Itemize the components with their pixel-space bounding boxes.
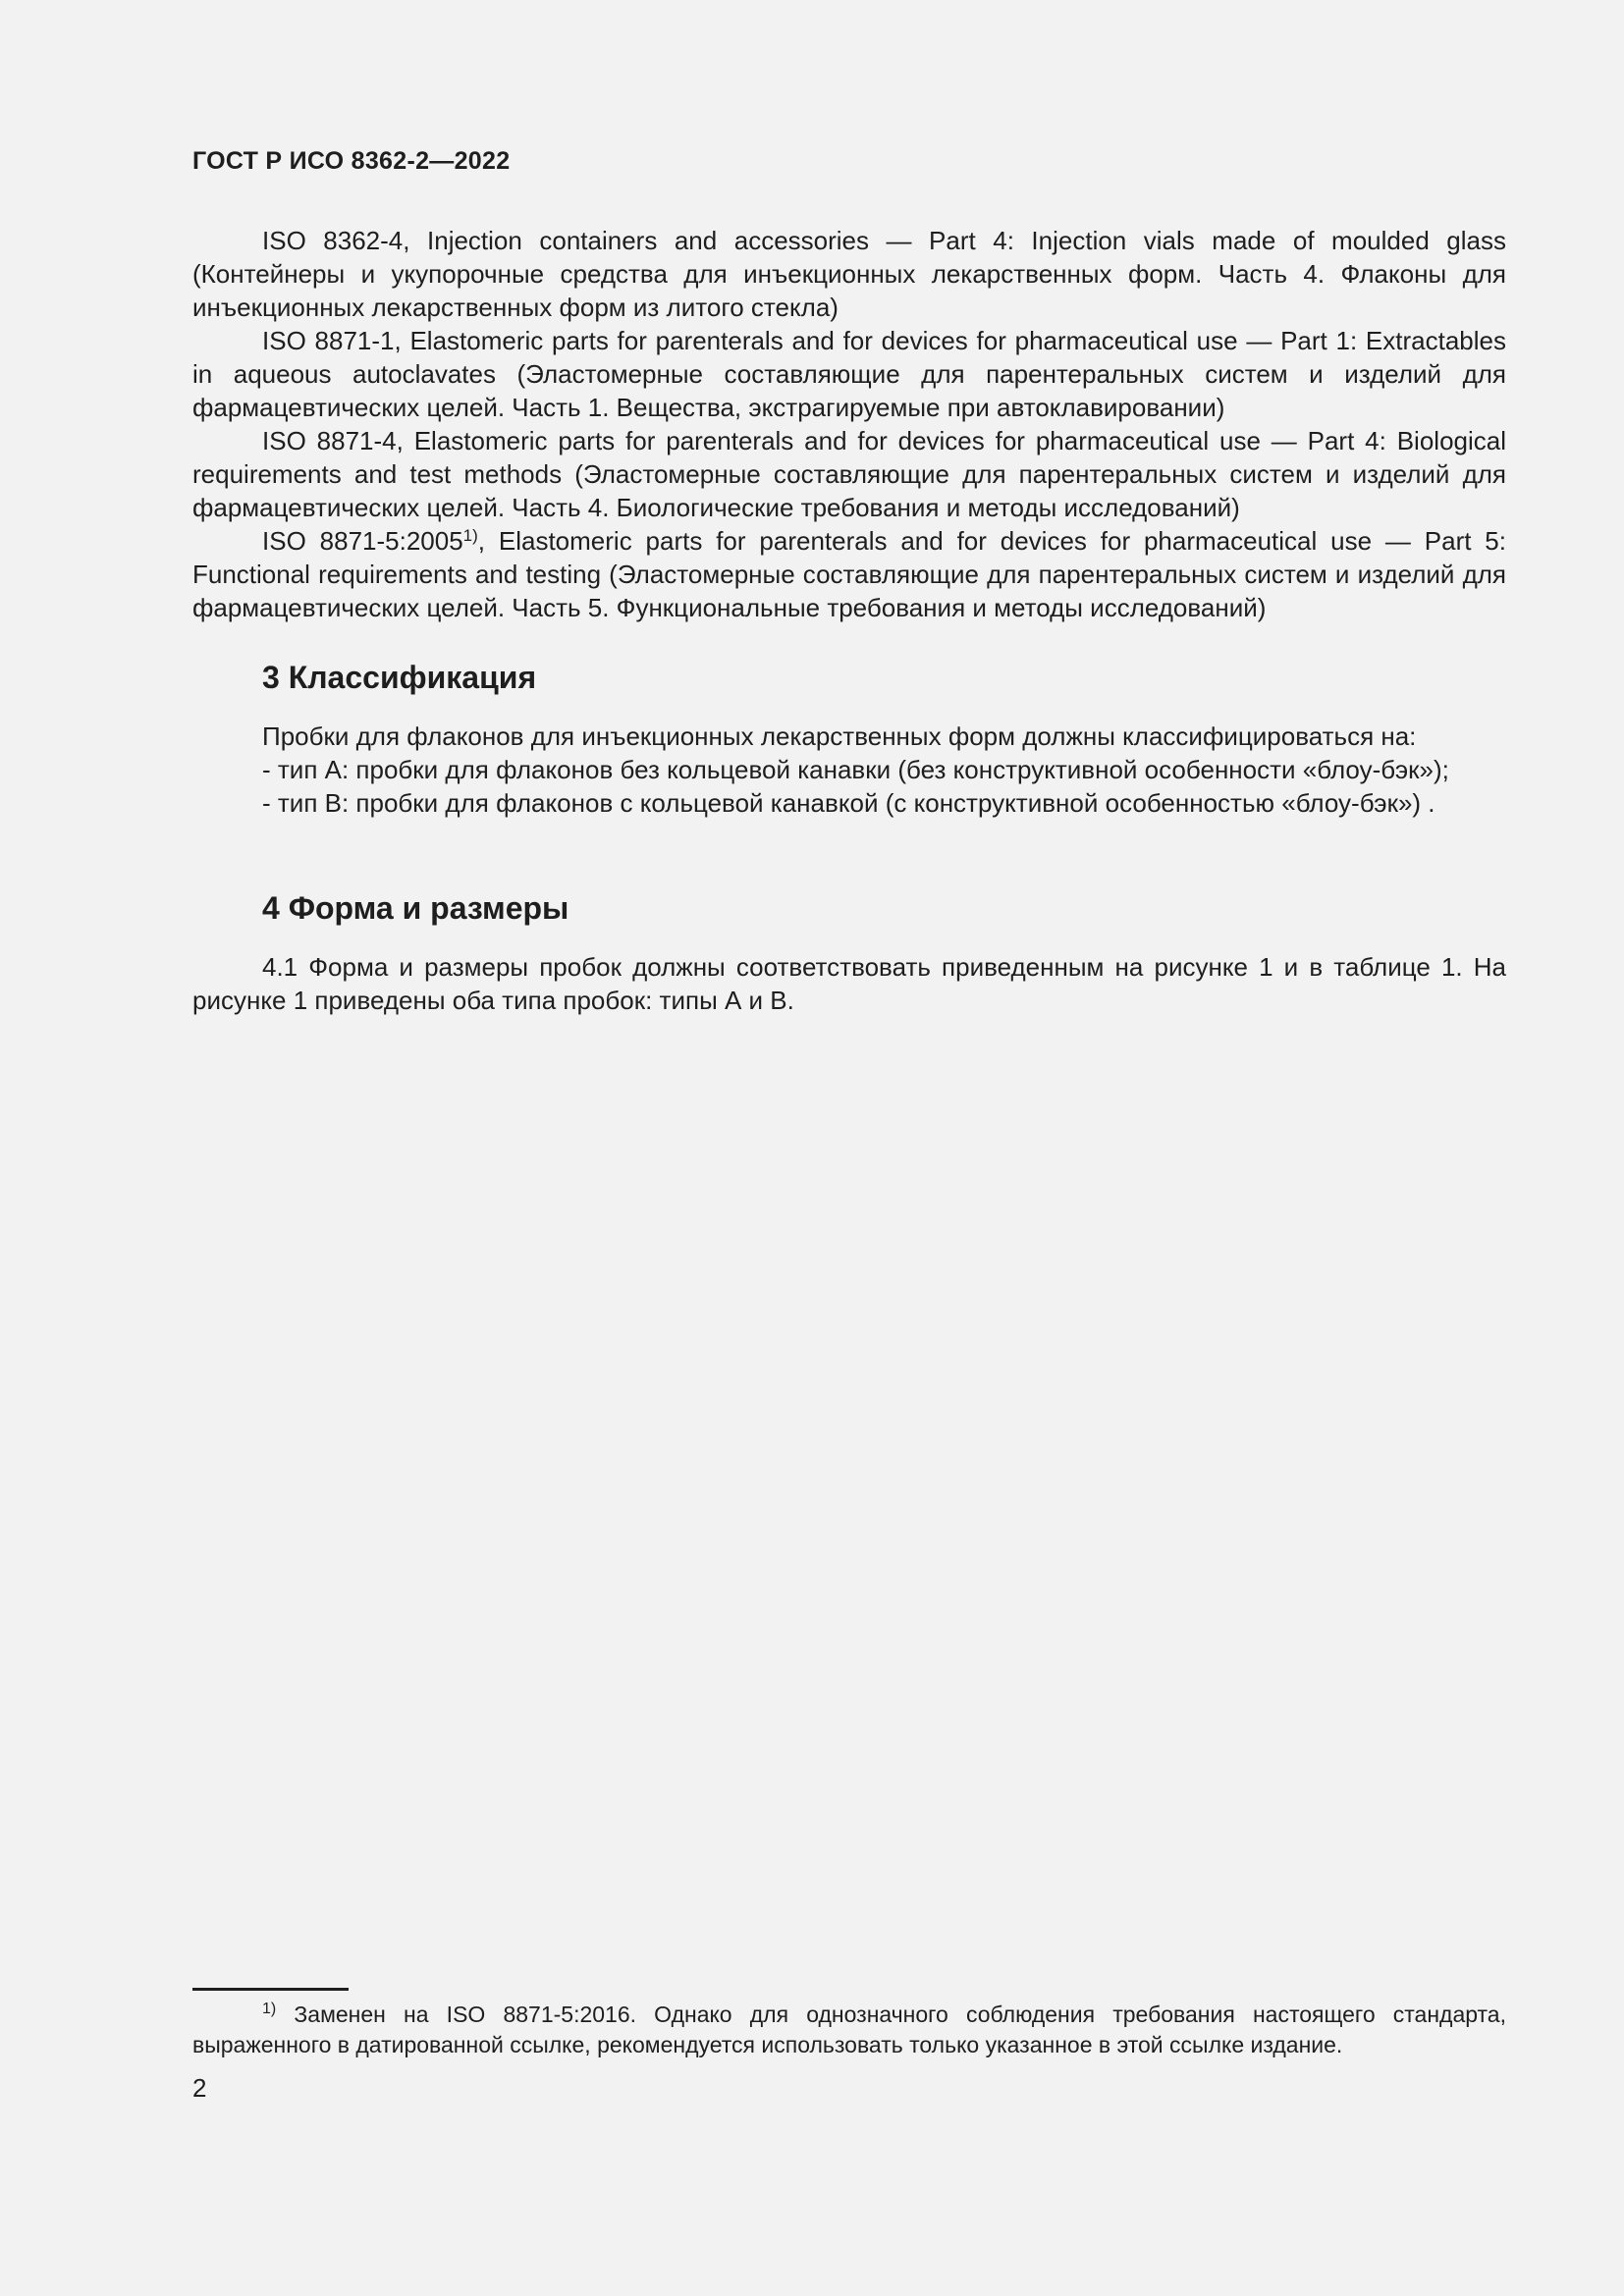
section-body-classification <box>192 720 1506 820</box>
reference-code: ISO 8871-4, <box>262 426 404 455</box>
page-number: 2 <box>192 2073 207 2103</box>
section-body-shape-and-dimensions <box>192 950 1506 1017</box>
normative-references <box>192 224 1506 624</box>
reference-text: Elastomeric parts for parenterals and for devices for pharmaceutical use — Part 4: Biological requirements and test methods (Эластомерные составляющие для парентеральных систем и изделий для фармацевтических целей. Часть 4. Биологические требования и методы исследований) <box>192 426 1506 522</box>
paragraph: Пробки для флаконов для инъекционных лекарственных форм должны классифицироваться на: <box>262 721 1417 751</box>
reference-text: , Elastomeric parts for parenterals and for devices for pharmaceutical use — Part 5: Functional requirements and testing (Эластомерные составляющие для парентеральных систем и изделий для фармацевтических целей. Часть 5. Функциональные требования и методы исследований) <box>192 526 1506 622</box>
document-header: ГОСТ Р ИСО 8362-2—2022 <box>192 147 511 175</box>
paragraph: 4.1 Форма и размеры пробок должны соответствовать приведенным на рисунке 1 и в таблице 1. На рисунке 1 приведены оба типа пробок: типы А и В. <box>192 952 1506 1015</box>
list-item: - тип В: пробки для флаконов с кольцевой канавкой (с конструктивной особенностью «блоу-бэк») . <box>262 788 1435 818</box>
section-heading-classification: 3 Классификация <box>262 660 537 695</box>
footnote-text: Заменен на ISO 8871-5:2016. Однако для однозначного соблюдения требования настоящего стандарта, выраженного в датированной ссылке, рекомендуется использовать только указанное в этой ссылке издание. <box>192 2002 1506 2057</box>
footnote-divider <box>192 1988 349 1991</box>
reference-code: ISO 8871-5:2005 <box>262 526 463 556</box>
reference-item <box>192 224 1506 324</box>
list-item: - тип А: пробки для флаконов без кольцевой канавки (без конструктивной особенности «блоу-бэк»); <box>262 755 1449 784</box>
footnote <box>192 2000 1506 2060</box>
reference-item <box>192 524 1506 624</box>
reference-code: ISO 8362-4, <box>262 226 410 255</box>
reference-item <box>192 324 1506 424</box>
section-heading-shape-and-dimensions: 4 Форма и размеры <box>262 890 569 926</box>
reference-item <box>192 424 1506 524</box>
footnote-mark: 1) <box>262 2001 277 2017</box>
footnote-reference: 1) <box>462 526 478 545</box>
footnote-text-paragraph <box>192 2000 1506 2060</box>
reference-text: Elastomeric parts for parenterals and for devices for pharmaceutical use — Part 1: Extractables in aqueous autoclavates (Эластомерные составляющие для парентеральных систем и изделий для фармацевтических целей. Часть 1. Вещества, экстрагируемые при автоклавировании) <box>192 326 1506 422</box>
reference-code: ISO 8871-1, <box>262 326 402 355</box>
reference-text: Injection containers and accessories — Part 4: Injection vials made of moulded glass (Контейнеры и укупорочные средства для инъекционных лекарственных форм. Часть 4. Флаконы для инъекционных лекарственных форм из литого стекла) <box>192 226 1507 322</box>
